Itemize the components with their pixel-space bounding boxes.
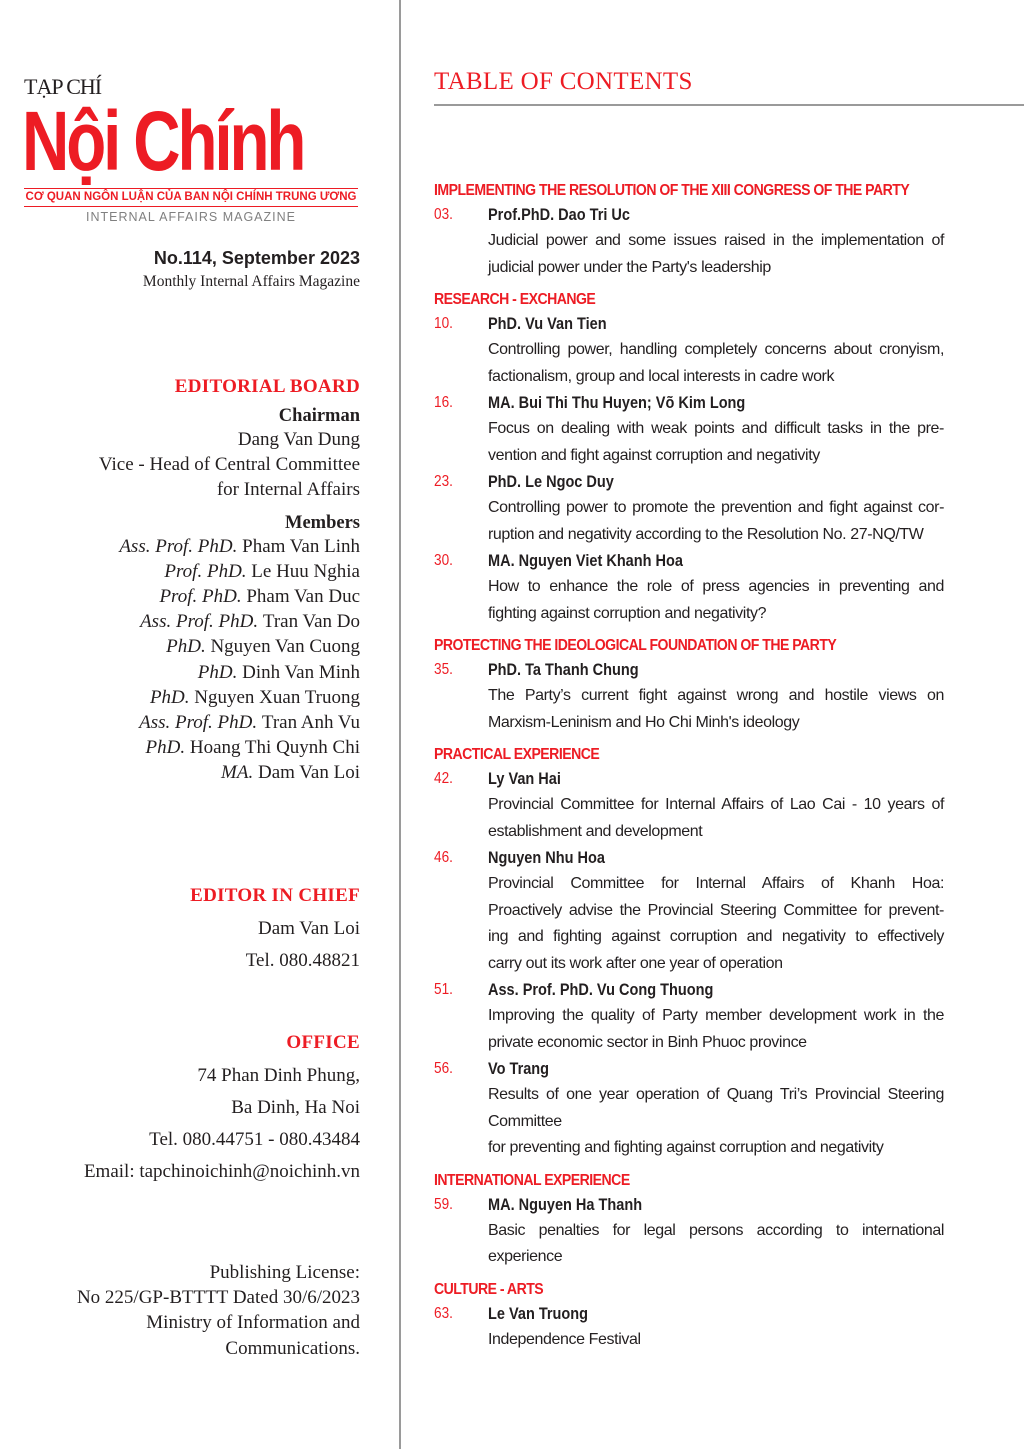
right-column (434, 0, 1024, 1449)
member-item (99, 710, 360, 735)
toc-article-title (488, 495, 944, 548)
toc-entry[interactable] (434, 548, 944, 627)
member-item (99, 634, 360, 659)
toc-section-heading: CULTURE - ARTS (434, 1280, 544, 1298)
toc-author: Prof.PhD. Dao Tri Uc (488, 206, 630, 224)
toc-page-number: 16. (434, 394, 453, 411)
toc-author: Ass. Prof. PhD. Vu Cong Thuong (488, 981, 714, 999)
toc-title-line: for preventing and fighting against corruption and negativity (488, 1139, 884, 1156)
member-item (99, 735, 360, 760)
member-name: Hoang Thi Quynh Chi (189, 737, 360, 759)
toc-article-title (488, 683, 944, 736)
toc-title-line: Focus on dealing with weak points and difficult tasks in the pre- (488, 420, 944, 437)
editor-in-chief-name: Dam Van Loi (257, 918, 360, 939)
toc-entry[interactable] (434, 657, 944, 736)
member-name: Pham Van Linh (242, 535, 360, 557)
toc-title-line: The Party’s current fight against wrong and hostile views on (488, 687, 944, 704)
member-name: Pham Van Duc (246, 586, 360, 608)
masthead-tagline: CƠ QUAN NGÔN LUẬN CỦA BAN NỘI CHÍNH TRUNG ƯƠNG (24, 188, 358, 207)
member-item (99, 660, 360, 685)
toc-section-heading: PROTECTING THE IDEOLOGICAL FOUNDATION OF THE PARTY (434, 637, 837, 654)
office-heading: OFFICE (286, 1032, 360, 1053)
toc-author: MA. Nguyen Ha Thanh (488, 1195, 643, 1214)
chairman-role: Vice - Head of Central Committee (98, 454, 360, 476)
toc-article-title (488, 228, 944, 281)
office-email[interactable]: Email: tapchinoichinh@noichinh.vn (83, 1161, 360, 1182)
member-title: Ass. Prof. PhD. (119, 535, 243, 557)
toc-title-line: Independence Festival (488, 1330, 641, 1348)
toc-page-number: 56. (434, 1060, 453, 1077)
editor-in-chief-tel: Tel. 080.48821 (245, 950, 360, 971)
member-name: Nguyen Van Cuong (210, 636, 360, 658)
member-title: Prof. PhD. (164, 560, 252, 582)
member-title: Prof. PhD. (159, 586, 247, 608)
left-column (0, 0, 400, 1449)
toc-entry[interactable] (434, 1056, 944, 1162)
masthead-subtitle: INTERNAL AFFAIRS MAGAZINE (86, 210, 296, 224)
member-name: Dinh Van Minh (242, 661, 360, 683)
toc-page-number: 23. (434, 473, 453, 490)
toc-title-line: Provincial Committee for Internal Affairs of Khanh Hoa: (488, 875, 944, 892)
chairman-label: Chairman (278, 406, 360, 426)
toc-title: TABLE OF CONTENTS (434, 68, 693, 95)
toc-title-rule (434, 104, 1024, 106)
toc-entry[interactable] (434, 1192, 944, 1271)
member-item (99, 760, 360, 785)
member-item (99, 584, 360, 609)
member-item (99, 559, 360, 584)
toc-article-title (488, 1003, 944, 1056)
toc-page-number: 59. (434, 1195, 453, 1213)
office-tel: Tel. 080.44751 - 080.43484 (149, 1129, 360, 1150)
toc-title-line: factionalism, group and local interests in cadre work (488, 367, 835, 385)
member-title: MA. (221, 762, 258, 784)
toc-title-line: Basic penalties for legal persons according to international (488, 1221, 944, 1239)
member-name: Dam Van Loi (257, 762, 360, 784)
chairman-role: for Internal Affairs (216, 479, 360, 501)
toc-article-title (488, 1327, 944, 1354)
toc-page-number: 03. (434, 206, 453, 223)
toc-page-number: 30. (434, 552, 453, 569)
toc-section-heading: RESEARCH - EXCHANGE (434, 291, 596, 308)
chairman-name: Dang Van Dung (237, 429, 360, 450)
editorial-board (99, 376, 360, 786)
toc-article-title (488, 416, 944, 469)
toc-title-line: Controlling power to promote the prevention and fight against cor- (488, 499, 944, 516)
toc-entry[interactable] (434, 766, 944, 845)
toc-entry[interactable] (434, 390, 944, 469)
toc-title-line: ing and fighting against corruption and negativity to effectively (488, 928, 944, 945)
toc-article-title (488, 871, 944, 977)
toc-article-title (488, 1218, 944, 1271)
toc-article-title (488, 574, 944, 627)
toc-title-line: Provincial Committee for Internal Affairs of Lao Cai - 10 years of (488, 796, 944, 813)
member-title: Ass. Prof. PhD. (139, 712, 262, 734)
member-title: PhD. (197, 661, 243, 683)
toc-author: MA. Bui Thi Thu Huyen; Võ Kim Long (488, 394, 746, 412)
office-address: Ba Dinh, Ha Noi (231, 1097, 360, 1118)
masthead-logo: Nội Chính (22, 94, 304, 188)
toc-page-number: 10. (434, 315, 453, 332)
toc-section-heading: IMPLEMENTING THE RESOLUTION OF THE XIII CONGRESS OF THE PARTY (434, 182, 910, 199)
member-item (99, 609, 360, 634)
member-name: Tran Van Do (262, 611, 360, 633)
toc-article-title (488, 337, 944, 390)
toc-page-number: 63. (434, 1304, 453, 1322)
toc-author: Vo Trang (488, 1060, 550, 1078)
editor-in-chief-heading: EDITOR IN CHIEF (190, 885, 360, 906)
toc-author: PhD. Le Ngoc Duy (488, 473, 614, 491)
license-line: No 225/GP-BTTTT Dated 30/6/2023 (76, 1287, 360, 1309)
issue-number: No.114, September 2023 (153, 248, 360, 268)
toc-entry[interactable] (434, 311, 944, 390)
member-title: PhD. (145, 737, 190, 759)
member-title: PhD. (149, 686, 195, 708)
toc-page-number: 51. (434, 981, 453, 998)
license-line: Communications. (225, 1337, 360, 1359)
toc-entry[interactable] (434, 845, 944, 977)
member-title: PhD. (166, 636, 211, 658)
member-name: Le Huu Nghia (251, 560, 360, 582)
toc-title-line: How to enhance the role of press agencies in preventing and (488, 578, 944, 595)
toc-title-line: Marxism-Leninism and Ho Chi Minh's ideology (488, 713, 800, 731)
toc-title-line: private economic sector in Binh Phuoc province (488, 1033, 807, 1051)
member-item (99, 685, 360, 710)
toc-title-line: carry out its work after one year of operation (488, 954, 783, 972)
issue-subtitle: Monthly Internal Affairs Magazine (142, 273, 360, 290)
toc-title-line: Improving the quality of Party member development work in the (488, 1007, 944, 1024)
toc-article-title (488, 1082, 944, 1162)
toc-title-line: fighting against corruption and negativity? (488, 604, 767, 622)
toc-title-line: experience (488, 1248, 563, 1265)
toc-title-line: judicial power under the Party's leadership (488, 258, 771, 276)
column-divider (399, 0, 401, 1449)
member-name: Tran Anh Vu (261, 712, 360, 734)
license-line: Ministry of Information and (146, 1312, 360, 1334)
member-name: Nguyen Xuan Truong (194, 686, 360, 708)
toc-section-heading: INTERNATIONAL EXPERIENCE (434, 1171, 630, 1189)
toc-author: PhD. Vu Van Tien (488, 315, 607, 333)
toc-entry[interactable] (434, 469, 944, 548)
toc-entry[interactable] (434, 977, 944, 1056)
toc-author: MA. Nguyen Viet Khanh Hoa (488, 552, 683, 570)
toc-author: PhD. Ta Thanh Chung (488, 661, 639, 679)
toc-list (434, 180, 944, 1353)
license-line: Publishing License: (209, 1262, 360, 1283)
editorial-board-heading: EDITORIAL BOARD (174, 376, 360, 397)
toc-title-line: establishment and development (488, 822, 703, 840)
toc-title-line: Proactively advise the Provincial Steering Committee for prevent- (488, 901, 944, 919)
masthead-pretitle: TẠP CHÍ (24, 74, 102, 99)
toc-title-line: Results of one year operation of Quang Tri’s Provincial Steering Committee (488, 1086, 944, 1130)
toc-page-number: 42. (434, 770, 453, 787)
office (84, 1032, 360, 1188)
member-item (99, 534, 360, 559)
member-title: Ass. Prof. PhD. (140, 611, 263, 633)
toc-article-title (488, 792, 944, 845)
toc-entry[interactable] (434, 202, 944, 281)
members-list (99, 534, 360, 786)
toc-author: Nguyen Nhu Hoa (488, 849, 605, 867)
toc-section-heading: PRACTICAL EXPERIENCE (434, 746, 600, 763)
toc-page-number: 35. (434, 661, 453, 678)
toc-title-line: ruption and negativity according to the Resolution No. 27-NQ/TW (488, 525, 924, 543)
members-label: Members (285, 512, 360, 533)
publishing-license (77, 1260, 360, 1361)
toc-entry[interactable] (434, 1301, 944, 1354)
toc-page-number: 46. (434, 849, 453, 866)
editor-in-chief (190, 885, 360, 977)
toc-author: Ly Van Hai (488, 770, 561, 788)
toc-title-line: Judicial power and some issues raised in the implementation of (488, 232, 944, 249)
toc-title-line: Controlling power, handling completely concerns about cronyism, (488, 341, 944, 358)
office-address: 74 Phan Dinh Phung, (197, 1065, 360, 1086)
toc-title-line: vention and fight against corruption and negativity (488, 446, 820, 464)
toc-author: Le Van Truong (488, 1304, 589, 1323)
